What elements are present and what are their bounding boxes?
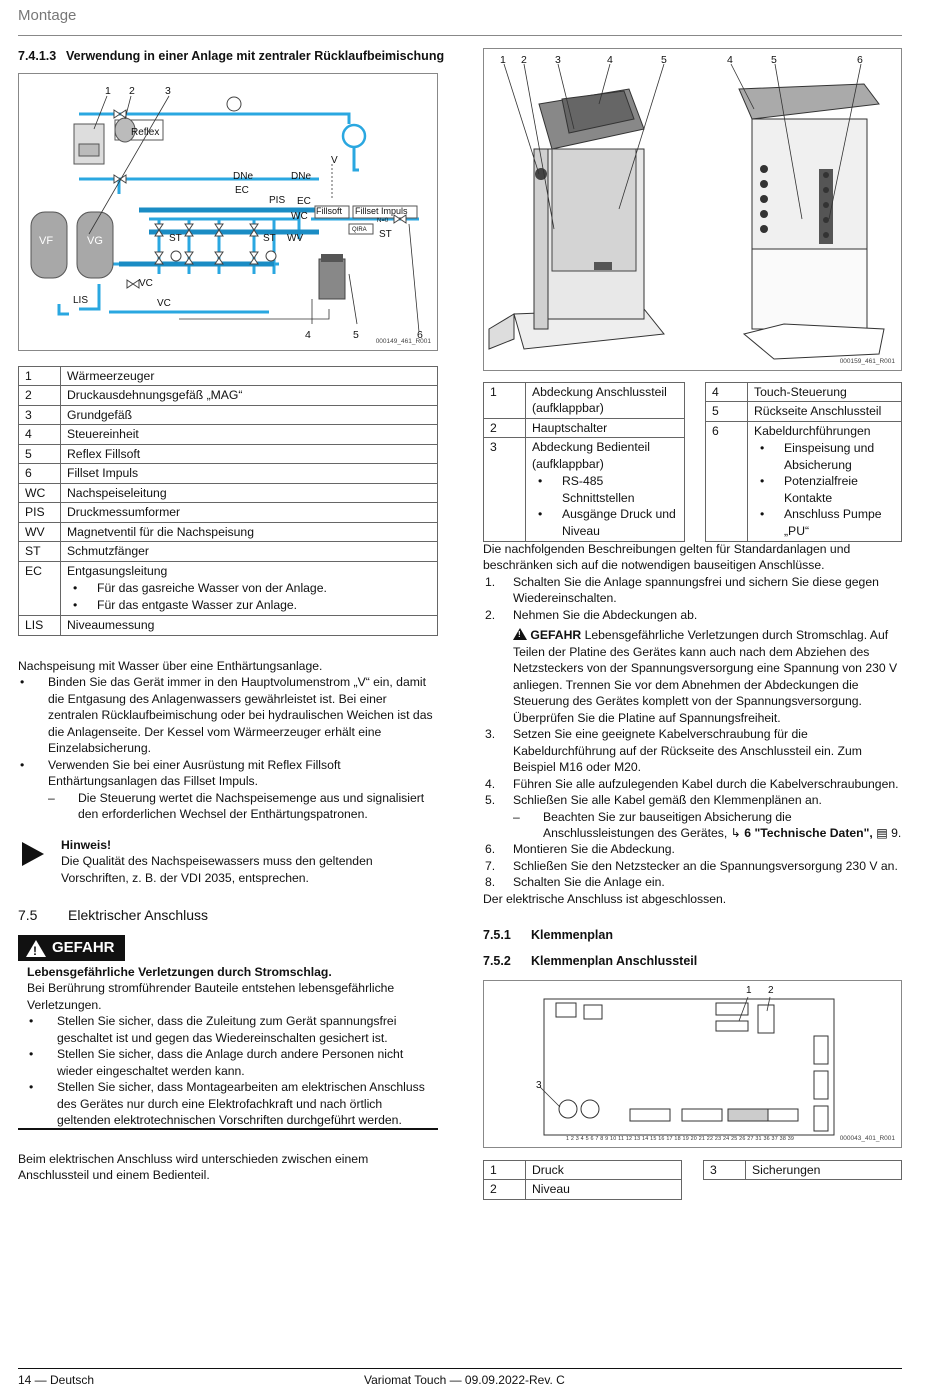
legend-row [19,386,438,405]
fig3-label-2: 2 [768,985,774,996]
fig1-label-st-2: ST [263,233,276,244]
legend-value [61,561,438,615]
legend-key: 4 [706,383,748,402]
legend-value-text: Reflex Fillsoft [67,446,141,461]
footer-document-info: Variomat Touch — 09.09.2022-Rev. C [364,1373,565,1387]
hydraulic-schematic-figure [18,73,438,351]
legend-table-1 [18,366,438,636]
fig3-code: 000043_401_R001 [839,1135,895,1143]
left-end-paragraph: Beim elektrischen Anschluss wird unterschieden zwischen einem Anschlussteil und einem Bedienteil. [18,1152,369,1183]
fig1-label-1: 1 [105,85,111,97]
gefahr-inline-text: Lebensgefährliche Verletzungen durch Stromschlag. Auf Teilen der Platine des Gerätes kann auch nach dem Abziehen des Netzsteckers von der Spannungsversorgung eine Spannung von 230 V anliegen. Trennen Sie vor dem Abnehmen der Abdeckungen die Steuerung des Gerätes komplett von der Spannungsversorgung. Überprüfen Sie die Platine auf Spannungsfreiheit. [513,628,898,725]
section-7-5-heading [18,906,208,925]
legend-value [61,522,438,541]
bullet-item: • Binden Sie das Gerät immer in den Hauptvolumenstrom „V“ ein, damit die Entgasung des Anlagenwassers gewährleistet ist. Bei einer zentralen Rücklaufbeimischung oder bei hydraulischen Weichen ist das die Anlagenseite. Der Kessel vom Wärmeerzeuger erhält eine Einzelabsicherung. [20,675,433,756]
legend-key: WC [19,483,61,502]
legend-subitem: • Für das gasreiche Wasser von der Anlage. [67,580,431,596]
legend-value [526,1161,682,1180]
legend-value-text: Hauptschalter [532,420,608,435]
fig2-label-4b: 4 [727,54,733,66]
fig2-label-3: 3 [555,54,561,66]
step-item: 8. Schalten Sie die Anlage ein. [485,875,665,890]
warning-triangle-icon: ! [513,628,527,640]
terminal-plan-svg [484,981,902,1148]
legend-row [484,383,685,419]
legend-row [484,1161,682,1180]
legend-value-text: Nachspeiseleitung [67,485,167,500]
legend-key: 3 [704,1161,746,1180]
fig2-label-1: 1 [500,54,506,66]
legend-value-text: Abdeckung Bedienteil (aufklappbar) [532,440,650,471]
fig1-label-vc-1: VC [139,278,153,289]
fig1-label-4: 4 [305,329,311,341]
cross-reference-icon: ↳ [730,825,741,840]
step-item: 4. Führen Sie alle aufzulegenden Kabel durch die Kabelverschraubungen. [485,776,899,791]
legend-value [748,421,902,541]
legend-value [61,386,438,405]
fig1-label-pis: PIS [269,195,286,206]
legend-value [61,542,438,561]
legend-row [706,383,902,402]
section-number: 7.5.2 [483,954,511,968]
hint-title: Hinweis! [61,838,112,852]
bullet-item: • Verwenden Sie bei einer Ausrüstung mit Reflex Fillsoft Enthärtungsanlagen das Fillset Impuls. [20,757,341,789]
legend-table-2-right [705,382,902,542]
dash-item: – Beachten Sie zur bauseitigen Absicherung die Anschlussleistungen des Gerätes, ↳ 6 "Technische Daten", ▤ 9. [513,809,902,840]
legend-value-text: Rückseite Anschlussteil [754,404,882,419]
fig1-code: 000149_461_R001 [375,338,431,346]
section-title: Klemmenplan [531,928,613,942]
legend-subitem: • Ausgänge Druck und Niveau [532,506,678,539]
legend-row [19,561,438,615]
section-7-5-2-heading [483,953,697,970]
legend-value [748,383,902,402]
legend-key: 1 [19,367,61,386]
fig1-label-reflex: Reflex [131,127,160,138]
fig1-label-st-1: ST [169,233,182,244]
fig1-label-dne-2: DNe [291,171,312,182]
fig3-label-1: 1 [746,985,752,996]
legend-value [746,1161,902,1180]
legend-value-text: Steuereinheit [67,427,139,442]
legend-row [19,503,438,522]
legend-value [61,616,438,635]
section-number: 7.5 [18,907,38,923]
legend-row [19,522,438,541]
legend-value-text: Wärmeerzeuger [67,369,155,383]
step-item: 7. Schließen Sie den Netzstecker an die Spannungsversorgung 230 V an. [485,858,898,873]
legend-value-text: Kabeldurchführungen [754,423,871,438]
header-rule [18,35,902,36]
legend-key: ST [19,542,61,561]
legend-key: EC [19,561,61,615]
fig1-label-fillsoft: Fillsoft [316,206,343,216]
legend-row [484,438,685,542]
step-item: 1. Schalten Sie die Anlage spannungsfrei und sichern Sie diese gegen Wiedereinschalten. [485,574,879,606]
danger-rule [18,1128,438,1130]
legend-row [484,1180,682,1199]
danger-label: ! GEFAHR [18,935,125,961]
legend-key: 6 [19,464,61,483]
danger-text: Bei Berührung stromführender Bauteile entstehen lebensgefährliche Verletzungen. [27,981,395,1012]
legend-row [19,444,438,463]
right-column-text [483,541,903,907]
intro-paragraph: Nachspeisung mit Wasser über eine Enthärtungsanlage. [18,659,323,673]
legend-table-2-left [483,382,685,542]
legend-value-text: Schmutzfänger [67,544,149,559]
legend-value-text: Druckmessumformer [67,505,181,520]
fig1-label-vc-2: VC [157,298,171,309]
legend-value [61,464,438,483]
legend-value-text: Niveau [532,1182,570,1197]
legend-key: WV [19,522,61,541]
legend-value-text: Magnetventil für die Nachspeisung [67,524,254,539]
section-title: Elektrischer Anschluss [68,907,209,923]
legend-value-text: Druck [532,1163,564,1177]
legend-value [526,438,685,542]
fig2-label-4a: 4 [607,54,613,66]
fig2-label-2: 2 [521,54,527,66]
fig1-label-wv: WV [287,233,304,244]
legend-key: 2 [484,1180,526,1199]
legend-value [526,1180,682,1199]
legend-value [61,425,438,444]
cross-reference-link[interactable]: 6 "Technische Daten", [744,825,873,840]
step-item: 2. Nehmen Sie die Abdeckungen ab. [485,607,698,622]
legend-row [19,425,438,444]
hint-arrow-icon [20,840,46,872]
page-reference[interactable]: 9. [891,825,902,840]
legend-key: 3 [19,405,61,424]
legend-value [61,503,438,522]
legend-subitem: • Einspeisung und Absicherung [754,440,895,473]
danger-bullet-item: • Stellen Sie sicher, dass Montagearbeiten am elektrischen Anschluss des Gerätes nur durch eine Elektrofachkraft und nach örtlich geltenden elektrotechnischen Vorschriften durchgeführt werden. [29,1080,425,1128]
fig2-code: 000159_461_R001 [839,358,895,366]
legend-value [61,405,438,424]
gefahr-inline-block [483,627,903,726]
legend-subitem: • Potenzialfreie Kontakte [754,473,895,506]
fig1-label-2: 2 [129,85,135,97]
fig3-terminal-numbers: 1 2 3 4 5 6 7 8 9 10 11 12 13 14 15 16 17 18 19 20 21 22 23 24 25 26 27 31 36 37 38 39 [566,1136,795,1142]
legend-value-text: Druckausdehnungsgefäß „MAG“ [67,388,243,403]
legend-value [526,383,685,419]
fig1-label-3: 3 [165,85,171,97]
legend-key: 4 [19,425,61,444]
legend-value [748,402,902,421]
section-title: Klemmenplan Anschlussteil [531,954,698,968]
legend-row [19,542,438,561]
legend-value [61,444,438,463]
legend-value-text: Touch-Steuerung [754,385,847,399]
fig2-label-5a: 5 [661,54,667,66]
fig1-label-ec-2: EC [297,196,311,207]
legend-key: 5 [19,444,61,463]
page-header-title: Montage [18,7,77,24]
legend-value [61,367,438,386]
warning-triangle-icon: ! [26,940,46,957]
legend-row [706,421,902,541]
fig3-label-3: 3 [536,1080,542,1091]
legend-key: 2 [19,386,61,405]
legend-table-3-left [483,1160,682,1200]
legend-key: 6 [706,421,748,541]
fig1-label-v: V [331,155,338,166]
left-column-text [18,658,438,823]
gefahr-inline-label: GEFAHR [530,628,582,643]
fig2-label-5b: 5 [771,54,777,66]
legend-value [61,483,438,502]
legend-value-text: Grundgefäß [67,407,133,422]
step-item: 5. Schließen Sie alle Kabel gemäß den Klemmenplänen an. [485,793,822,808]
legend-value-text: Niveaumessung [67,618,155,633]
legend-row [19,483,438,502]
terminal-plan-figure [483,980,902,1148]
legend-key: 3 [484,438,526,542]
danger-content [27,964,437,1129]
fig1-label-dne-1: DNe [233,171,254,182]
right-end: Der elektrische Anschluss ist abgeschlossen. [483,891,727,906]
legend-sublist [532,473,678,539]
legend-value [526,418,685,437]
dash-item: – Die Steuerung wertet die Nachspeisemenge aus und signalisiert den erforderlichen Wechsel der Enthärtungspatronen. [48,790,425,822]
step-item: 6. Montieren Sie die Abdeckung. [485,842,675,857]
section-title: Verwendung in einer Anlage mit zentraler Rücklaufbeimischung [66,49,445,63]
legend-sublist [754,440,895,539]
section-number: 7.4.1.3 [18,49,57,63]
fig1-label-vf: VF [39,235,54,247]
footer-page-language: 14 — Deutsch [18,1373,95,1387]
legend-key: 1 [484,1161,526,1180]
legend-row [484,418,685,437]
legend-table-3-right [703,1160,902,1180]
fig1-label-qira: QIRA [352,227,367,233]
legend-value-text: Sicherungen [752,1163,821,1177]
fig1-label-ec-1: EC [235,185,249,196]
legend-sublist [67,580,431,613]
danger-bullet-item: • Stellen Sie sicher, dass die Anlage durch andere Personen nicht wieder eingeschaltet werden kann. [29,1047,404,1078]
legend-row [704,1161,902,1180]
fig1-label-fillset: Fillset Impuls [355,206,408,216]
device-svg [484,49,902,371]
legend-value-text: Entgasungsleitung [67,563,168,578]
page-reference-icon: ▤ [876,825,888,840]
device-figure [483,48,902,371]
fig1-label-5: 5 [353,329,359,341]
legend-key: LIS [19,616,61,635]
danger-bullet-item: • Stellen Sie sicher, dass die Zuleitung zum Gerät spannungsfrei geschaltet ist und gegen das Wiedereinschalten gesichert ist. [29,1014,397,1045]
step-item: 3. Setzen Sie eine geeignete Kabelverschraubung für die Kabeldurchführung auf der Rückseite des Anschlussteil ein. Zum Beispiel M16 oder M20. [485,727,862,775]
legend-value-text: Fillset Impuls [67,466,139,481]
fig2-label-6: 6 [857,54,863,66]
legend-row [19,616,438,635]
right-intro: Die nachfolgenden Beschreibungen gelten für Standardanlagen und beschränken sich auf die notwendigen bauseitigen Anschlüsse. [483,542,851,573]
legend-row [706,402,902,421]
legend-row [19,405,438,424]
fig1-label-6: 6 [417,329,423,341]
legend-row [19,464,438,483]
hint-text: Die Qualität des Nachspeisewassers muss den geltenden Vorschriften, z. B. der VDI 2035, entsprechen. [61,854,373,885]
legend-row [19,367,438,386]
legend-subitem: • Für das entgaste Wasser zur Anlage. [67,597,431,613]
legend-key: PIS [19,503,61,522]
fig1-label-vg: VG [87,235,103,247]
legend-subitem: • RS-485 Schnittstellen [532,473,678,506]
fig1-label-nzero: N=0 [377,218,389,224]
hint-box [61,837,437,886]
legend-value-text: Abdeckung Anschlussteil (aufklappbar) [532,385,667,416]
fig1-label-wc: WC [291,211,308,222]
legend-subitem: • Anschluss Pumpe „PU“ [754,506,895,539]
section-number: 7.5.1 [483,928,511,942]
section-7-5-1-heading [483,927,613,944]
legend-key: 1 [484,383,526,419]
footer-rule [18,1368,902,1369]
fig1-label-lis: LIS [73,295,89,306]
section-7-4-1-3-heading [18,48,444,65]
fig1-label-st-3: ST [379,229,392,240]
legend-key: 2 [484,418,526,437]
danger-title: Lebensgefährliche Verletzungen durch Stromschlag. [27,965,332,979]
legend-key: 5 [706,402,748,421]
